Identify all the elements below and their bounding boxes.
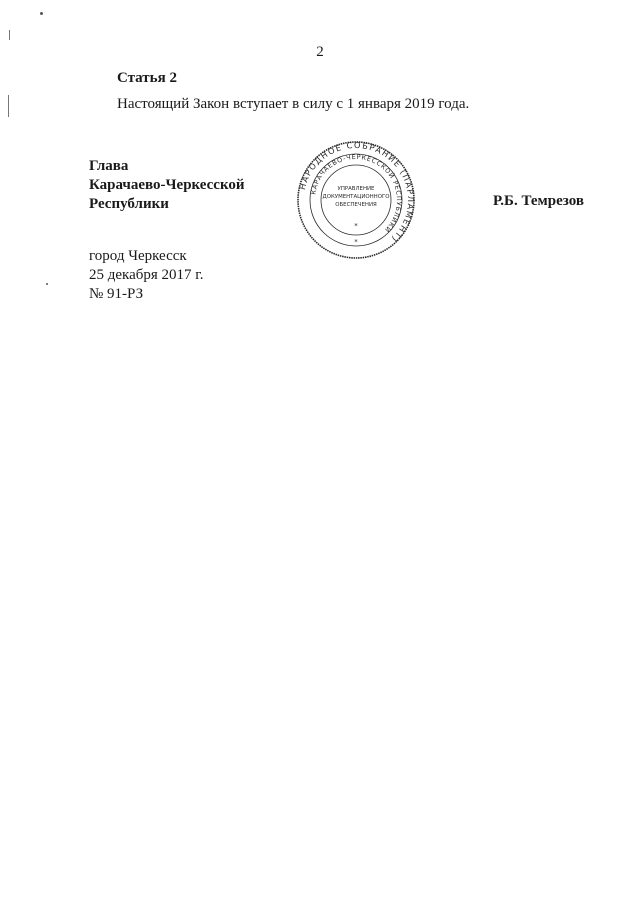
seal-center-line: ДОКУМЕНТАЦИОННОГО: [322, 194, 390, 200]
signatory-position: [89, 157, 245, 214]
seal-inner-text: КАРАЧАЕВО-ЧЕРКЕССКОЙ РЕСПУБЛИКИ: [309, 152, 404, 235]
place-date-block: [89, 247, 204, 304]
date: 25 декабря 2017 г.: [89, 267, 204, 283]
article-title: Статья 2: [117, 70, 177, 86]
page-number: 2: [316, 44, 324, 60]
scan-edge-mark: [9, 30, 10, 40]
scan-speck: [40, 12, 43, 15]
signatory-name: Р.Б. Темрезов: [493, 193, 584, 209]
scan-speck: [46, 283, 48, 285]
article-text: Настоящий Закон вступает в силу с 1 января 2019 года.: [117, 96, 470, 112]
position-line: Карачаево-Черкесской: [89, 177, 245, 193]
seal-star-icon: *: [354, 238, 358, 246]
seal-star-icon: *: [354, 222, 358, 230]
scan-edge-mark: [8, 95, 9, 117]
official-seal: [296, 140, 416, 260]
position-line: Республики: [89, 196, 169, 212]
city: город Черкесск: [89, 248, 187, 264]
seal-center-line: УПРАВЛЕНИЕ: [337, 186, 375, 192]
position-line: Глава: [89, 158, 129, 174]
law-number: № 91-РЗ: [89, 286, 144, 302]
seal-center-line: ОБЕСПЕЧЕНИЯ: [335, 202, 377, 208]
seal-outer-text: НАРОДНОЕ СОБРАНИЕ (ПАРЛАМЕНТ): [297, 140, 416, 245]
